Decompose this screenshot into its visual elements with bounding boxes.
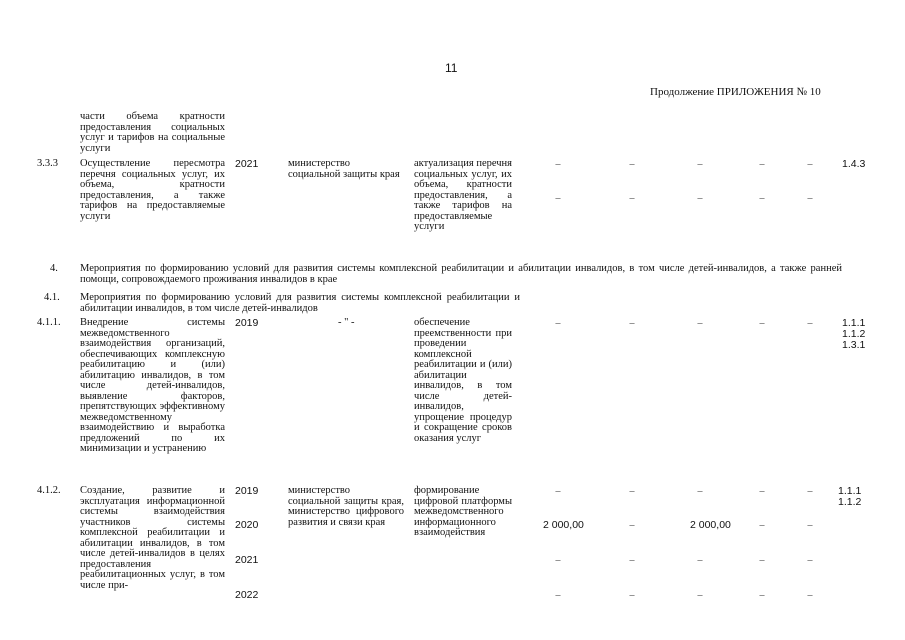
empty-cell: –: [697, 318, 703, 329]
empty-cell: –: [759, 193, 765, 204]
row-number: 4.1.2.: [37, 485, 61, 496]
empty-cell: –: [807, 193, 813, 204]
page-number: 11: [445, 61, 458, 75]
empty-cell: –: [697, 159, 703, 170]
activity-name: Осуществление пересмотра перечня социальных услуг, их объема, кратности предоставления, а также тарифов на предоставляемые услуги: [80, 158, 225, 222]
empty-cell: –: [629, 590, 635, 601]
year: 2020: [235, 519, 259, 531]
row-number: 4.1.1.: [37, 317, 61, 328]
row-number: 3.3.3: [37, 158, 58, 169]
expected-result: обеспечение преемственности при проведении комплексной реабилитации и (или) абилитации инвалидов, в том числе детей-инвалидов, упрощение процедур и сокращение сроков оказания услуг: [414, 317, 512, 444]
section-number: 4.: [50, 263, 58, 274]
indicator-ref: 1.3.1: [842, 339, 866, 351]
expected-result: формирование цифровой платформы межведомственного информационного взаимодействия: [414, 485, 512, 538]
year: 2019: [235, 485, 259, 497]
empty-cell: –: [555, 486, 561, 497]
empty-cell: –: [759, 159, 765, 170]
activity-name: Внедрение системы межведомственного взаимодействия организаций, обеспечивающих комплексную реабилитацию и (или) абилитацию инвалидов, в том числе детей-инвалидов, выявление факторов, препятствующих эффективному межведомственному взаимодействию и выработка предложений по их минимизации и устранению: [80, 317, 225, 454]
total-value: 2 000,00: [543, 519, 584, 531]
empty-cell: –: [759, 486, 765, 497]
empty-cell: –: [697, 193, 703, 204]
empty-cell: –: [629, 159, 635, 170]
empty-cell: –: [629, 318, 635, 329]
appendix-header: Продолжение ПРИЛОЖЕНИЯ № 10: [650, 86, 821, 98]
indicator-ref: 1.1.2: [838, 496, 862, 508]
year: 2019: [235, 317, 259, 329]
indicator-ref: 1.1.1: [842, 317, 866, 329]
expected-result: актуализация перечня социальных услуг, их объема, кратности предоставления, а также тарифов на предоставляемые услуги: [414, 158, 512, 232]
empty-cell: –: [807, 318, 813, 329]
year: 2021: [235, 158, 259, 170]
empty-cell: –: [807, 486, 813, 497]
empty-cell: –: [697, 486, 703, 497]
empty-cell: –: [759, 590, 765, 601]
year: 2022: [235, 589, 259, 601]
executor: министерство социальной защиты края, министерство цифрового развития и связи края: [288, 485, 404, 528]
empty-cell: –: [555, 590, 561, 601]
executor: министерство социальной защиты края: [288, 158, 400, 180]
empty-cell: –: [807, 555, 813, 566]
indicator-ref: 1.1.2: [842, 328, 866, 340]
empty-cell: –: [555, 318, 561, 329]
empty-cell: –: [555, 193, 561, 204]
indicator-ref: 1.4.3: [842, 158, 866, 170]
activity-name: Создание, развитие и эксплуатация информационной системы взаимодействия участников системы комплексной реабилитации и абилитации инвалидов, в том числе детей-инвалидов в целях предоставления реабилитационных услуг, в том числе при-: [80, 485, 225, 591]
budget-value: 2 000,00: [690, 519, 731, 531]
empty-cell: –: [629, 486, 635, 497]
subsection-number: 4.1.: [44, 292, 60, 303]
empty-cell: –: [759, 555, 765, 566]
empty-cell: –: [629, 555, 635, 566]
empty-cell: –: [759, 520, 765, 531]
empty-cell: –: [807, 520, 813, 531]
section-title: Мероприятия по формированию условий для развития системы комплексной реабилитации и абилитации инвалидов, в том числе детей-инвалидов, а также ранней помощи, сопровождаемого проживания инвалидов в крае: [80, 263, 842, 285]
empty-cell: –: [555, 159, 561, 170]
year: 2021: [235, 554, 259, 566]
empty-cell: –: [807, 590, 813, 601]
empty-cell: –: [759, 318, 765, 329]
executor-ditto: - " -: [338, 317, 355, 328]
empty-cell: –: [629, 193, 635, 204]
empty-cell: –: [629, 520, 635, 531]
indicator-ref: 1.1.1: [838, 485, 862, 497]
empty-cell: –: [555, 555, 561, 566]
empty-cell: –: [697, 555, 703, 566]
empty-cell: –: [807, 159, 813, 170]
carried-text: части объема кратности предоставления социальных услуг и тарифов на социальные услуги: [80, 111, 225, 154]
empty-cell: –: [697, 590, 703, 601]
subsection-title: Мероприятия по формированию условий для развития системы комплексной реабилитации и абилитации инвалидов, в том числе детей-инвалидов: [80, 292, 520, 314]
